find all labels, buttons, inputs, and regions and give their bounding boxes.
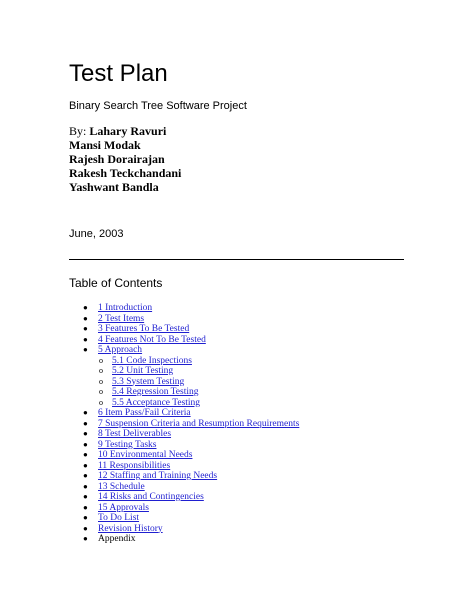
document-subtitle: Binary Search Tree Software Project [69,100,247,112]
bullet-circle-icon: o [99,397,103,407]
bullet-disc-icon: ● [83,450,88,459]
author-name: Rajesh Dorairajan [69,152,165,166]
toc-link[interactable]: 7 Suspension Criteria and Resumption Requirements [98,418,300,429]
toc-link[interactable]: 11 Responsibilities [98,460,171,471]
author-line [69,124,181,138]
bullet-disc-icon: ● [83,471,88,480]
toc-link[interactable]: 1 Introduction [98,303,153,313]
toc-label: Appendix [98,534,136,544]
bullet-disc-icon: ● [83,303,88,312]
bullet-circle-icon: o [99,376,103,386]
bullet-circle-icon: o [99,355,103,365]
bullet-disc-icon: ● [83,345,88,354]
bullet-disc-icon: ● [83,481,88,491]
toc-link[interactable]: 5.3 System Testing [112,376,185,387]
toc-link[interactable]: 8 Test Deliverables [98,429,172,439]
author-name: Mansi Modak [69,138,141,152]
author-name: Lahary Ravuri [89,124,167,138]
authors-prefix: By: [69,124,90,138]
toc-link[interactable]: 10 Environmental Needs [98,450,193,460]
toc-link[interactable]: 3 Features To Be Tested [98,324,190,334]
bullet-disc-icon: ● [83,334,88,344]
author-list [69,124,181,194]
toc-link[interactable]: Revision History [98,523,163,534]
toc-link[interactable]: 2 Test Items [98,313,145,324]
bullet-disc-icon: ● [83,513,88,522]
document-date: June, 2003 [69,228,124,240]
toc-link[interactable]: 15 Approvals [98,502,149,513]
bullet-disc-icon: ● [83,460,88,470]
bullet-disc-icon: ● [83,439,88,449]
document-title: Test Plan [69,60,168,87]
toc-link[interactable]: 9 Testing Tasks [98,439,157,450]
bullet-disc-icon: ● [83,492,88,501]
toc-link[interactable]: 5.5 Acceptance Testing [112,397,201,408]
toc-link[interactable]: 5.4 Regression Testing [112,387,199,397]
toc-link[interactable]: 5.2 Unit Testing [112,366,174,376]
bullet-circle-icon: o [99,366,103,375]
toc-link[interactable]: 4 Features Not To Be Tested [98,334,206,345]
bullet-disc-icon: ● [83,429,88,438]
bullet-disc-icon: ● [83,408,88,417]
toc-link[interactable]: 14 Risks and Contingencies [98,492,204,502]
bullet-disc-icon: ● [83,324,88,333]
bullet-disc-icon: ● [83,502,88,512]
bullet-disc-icon: ● [83,313,88,323]
bullet-disc-icon: ● [83,534,88,543]
author-name: Rakesh Teckchandani [69,166,182,180]
toc-link[interactable]: 5 Approach [98,345,143,355]
toc-link[interactable]: 12 Staffing and Training Needs [98,471,218,481]
bullet-circle-icon: o [99,387,103,396]
horizontal-divider [69,259,404,260]
toc-link[interactable]: To Do List [98,513,140,523]
toc-link[interactable]: 5.1 Code Inspections [112,355,192,366]
author-name: Yashwant Bandla [69,180,159,194]
toc-link[interactable]: 6 Item Pass/Fail Criteria [98,408,191,418]
toc-link[interactable]: 13 Schedule [98,481,145,492]
bullet-disc-icon: ● [83,523,88,533]
toc-heading: Table of Contents [69,276,163,290]
bullet-disc-icon: ● [83,418,88,428]
